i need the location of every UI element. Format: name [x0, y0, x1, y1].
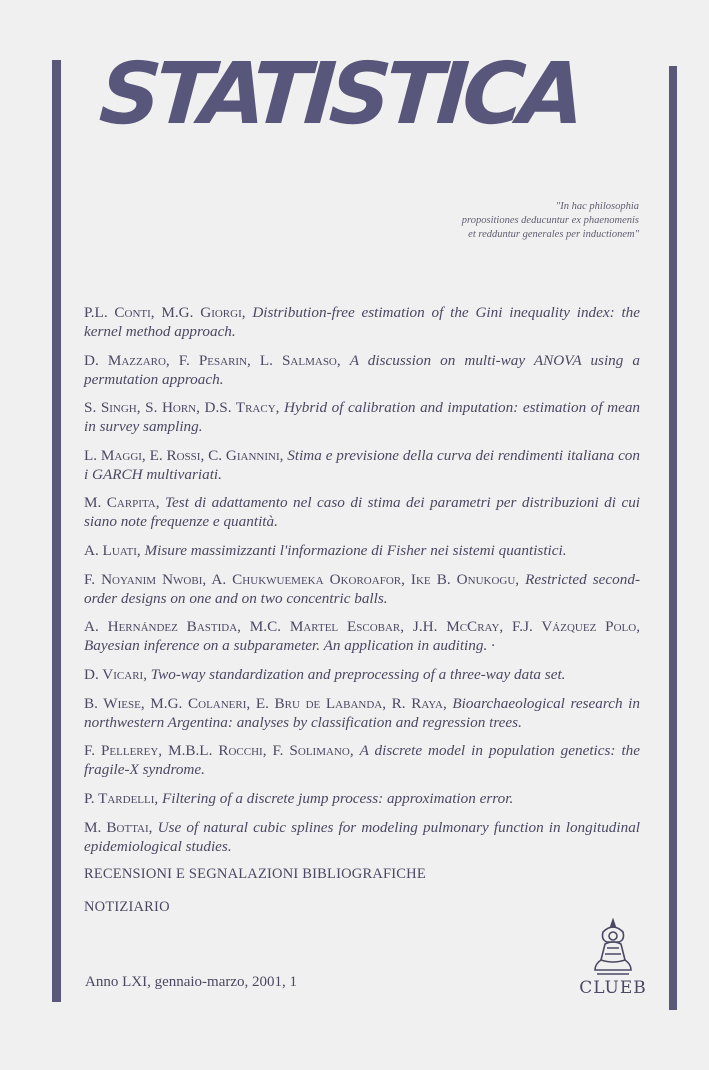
publisher-logo [578, 918, 648, 998]
entry-title: Filtering of a discrete jump process: approximation error. [162, 789, 514, 807]
entry-title: Use of natural cubic splines for modeling pulmonary function in longitudinal epidemiological studies. [84, 818, 641, 855]
toc-entry [84, 541, 640, 560]
journal-title: STATISTICA [96, 45, 583, 144]
entry-authors: B. Wiese, M.G. Colaneri, E. Bru de Labanda, R. Raya, [84, 694, 447, 712]
table-of-contents [84, 303, 640, 931]
issue-info: Anno LXI, gennaio-marzo, 2001, 1 [85, 974, 298, 990]
entry-title: Misure massimizzanti l'informazione di Fisher nei sistemi quantistici. [144, 541, 567, 559]
motto-line: propositiones deducuntur ex phaenomenis [461, 215, 639, 226]
entry-authors: D. Mazzaro, F. Pesarin, L. Salmaso, [84, 351, 341, 369]
entry-title: A discussion on multi-way ANOVA using a permutation approach. [84, 351, 641, 388]
toc-entry [84, 398, 640, 436]
toc-entry [84, 694, 640, 732]
entry-authors: D. Vicari, [84, 665, 147, 683]
motto [379, 200, 639, 242]
publisher-name: CLUEB [579, 978, 647, 998]
entry-authors: M. Bottai, [84, 818, 153, 836]
entry-authors: L. Maggi, E. Rossi, C. Giannini, [84, 446, 284, 464]
entry-title: Hybrid of calibration and imputation: estimation of mean in survey sampling. [84, 399, 641, 435]
entry-title: Test di adattamento nel caso di stima dei parametri per distribuzioni di cui siano note frequenze e quantità. [84, 494, 641, 530]
entry-authors: F. Pellerey, M.B.L. Rocchi, F. Solimano, [84, 742, 354, 759]
toc-entry [84, 665, 640, 684]
entry-title: Bayesian inference on a subparameter. An application in auditing. · [84, 637, 495, 654]
entry-title: Restricted second-order designs on one and on two concentric balls. [84, 570, 641, 607]
toc-entry [84, 789, 640, 808]
entry-authors: S. Singh, S. Horn, D.S. Tracy, [84, 399, 280, 416]
motto-line: et redduntur generales per inductionem" [468, 229, 639, 240]
entry-authors: P.L. Conti, M.G. Giorgi, [84, 304, 246, 321]
entry-authors: P. Tardelli, [84, 789, 159, 807]
right-border-bar [669, 66, 677, 1010]
toc-entry [84, 493, 640, 531]
publisher-emblem-icon [589, 918, 637, 980]
toc-entry [84, 570, 640, 608]
entry-title: Bioarchaeological research in northwestern Argentina: analyses by classification and regression trees. [84, 694, 640, 731]
entry-authors: M. Carpita, [84, 494, 160, 511]
toc-entry [84, 741, 640, 779]
entry-title: Distribution-free estimation of the Gini inequality index: the kernel method approach. [84, 304, 641, 340]
entry-authors: F. Noyanim Nwobi, A. Chukwuemeka Okoroafor, Ike B. Onukogu, [84, 570, 520, 588]
toc-entry [84, 351, 640, 389]
left-border-bar [52, 60, 61, 1002]
toc-entry [84, 303, 640, 341]
toc-entry [84, 446, 640, 484]
entry-title: Stima e previsione della curva dei rendimenti italiana con i GARCH multivariati. [84, 446, 640, 483]
entry-title: A discrete model in population genetics: the fragile-X syndrome. [84, 742, 640, 778]
toc-entry [84, 617, 640, 655]
reviews-section: RECENSIONI E SEGNALAZIONI BIBLIOGRAFICHE [84, 866, 426, 882]
news-section: NOTIZIARIO [84, 899, 170, 915]
toc-entry [84, 818, 640, 856]
entry-authors: A. Luati, [84, 541, 141, 559]
motto-line: "In hac philosophia [555, 201, 639, 212]
entry-authors: A. Hernández Bastida, M.C. Martel Escobar, J.H. McCray, F.J. Vázquez Polo, [84, 618, 640, 635]
entry-title: Two-way standardization and preprocessing of a three-way data set. [150, 665, 566, 683]
